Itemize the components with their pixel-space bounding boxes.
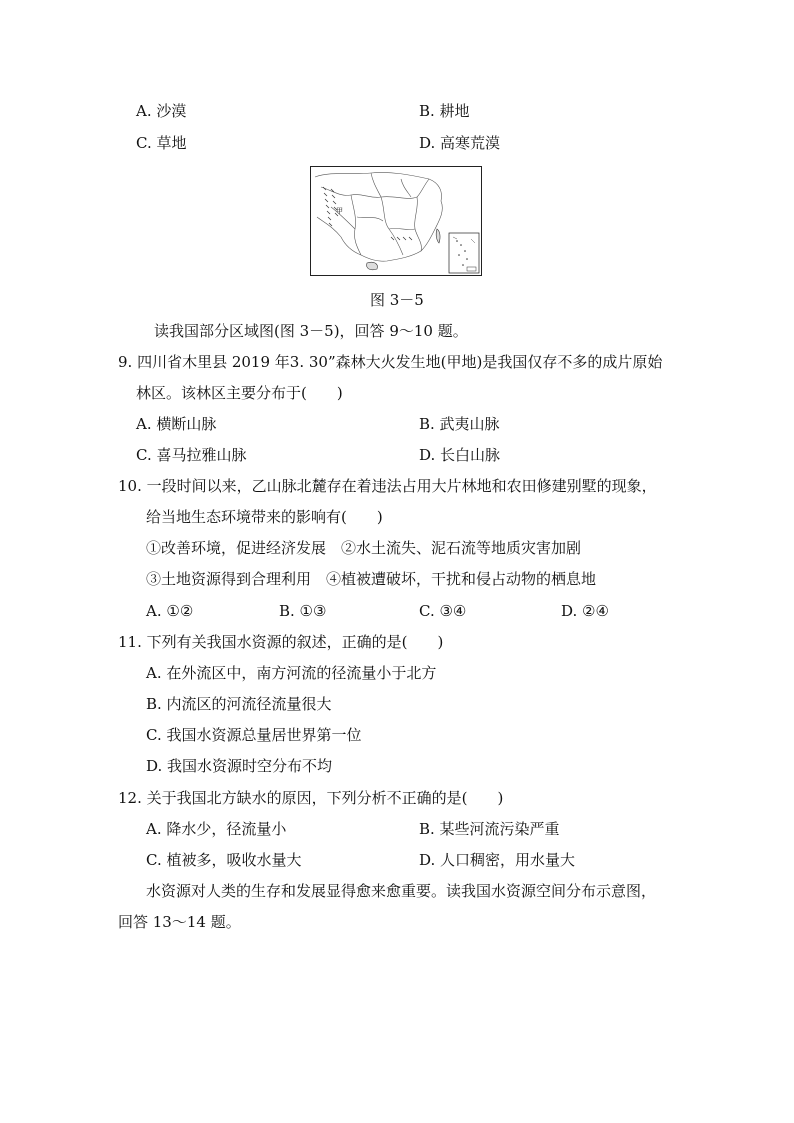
q10-statement-3-4: ③土地资源得到合理利用 ④植被遭破坏，干扰和侵占动物的栖息地 — [146, 570, 597, 588]
map-label-jia: 甲 — [336, 207, 343, 215]
q8-option-d: D. 高寒荒漠 — [419, 134, 501, 152]
q11-option-b: B. 内流区的河流径流量很大 — [146, 695, 332, 713]
region-map-image — [311, 167, 481, 275]
q8-option-b: B. 耕地 — [419, 102, 470, 120]
q9-stem-line1: 9. 四川省木里县 2019 年3. 30”森林大火发生地(甲地)是我国仅存不多的成片原始 — [118, 353, 663, 371]
q12-option-b: B. 某些河流污染严重 — [419, 820, 560, 838]
q8-option-c: C. 草地 — [136, 134, 187, 152]
figure-caption: 图 3－5 — [370, 291, 424, 309]
q10-option-b: B. ①③ — [279, 602, 327, 620]
intro-13-14-line1: 水资源对人类的生存和发展显得愈来愈重要。读我国水资源空间分布示意图， — [146, 882, 657, 900]
q12-option-a: A. 降水少，径流量小 — [146, 820, 287, 838]
q12-option-d: D. 人口稠密，用水量大 — [419, 851, 576, 869]
q10-option-d: D. ②④ — [561, 602, 609, 620]
q11-option-c: C. 我国水资源总量居世界第一位 — [146, 726, 362, 744]
q11-option-d: D. 我国水资源时空分布不均 — [146, 757, 333, 775]
q11-option-a: A. 在外流区中，南方河流的径流量小于北方 — [146, 664, 437, 682]
q9-stem-line2: 林区。该林区主要分布于( ) — [136, 384, 343, 402]
q12-option-c: C. 植被多，吸收水量大 — [146, 851, 302, 869]
intro-13-14-line2: 回答 13～14 题。 — [118, 913, 241, 931]
intro-9-10: 读我国部分区域图(图 3－5)，回答 9～10 题。 — [154, 322, 468, 340]
q12-stem: 12. 关于我国北方缺水的原因，下列分析不正确的是( ) — [118, 789, 504, 807]
q9-option-b: B. 武夷山脉 — [419, 415, 500, 433]
q8-option-a: A. 沙漠 — [136, 102, 187, 120]
region-map-figure — [310, 166, 482, 276]
q11-stem: 11. 下列有关我国水资源的叙述，正确的是( ) — [118, 633, 444, 651]
q9-option-d: D. 长白山脉 — [419, 446, 501, 464]
q10-option-c: C. ③④ — [419, 602, 467, 620]
q10-statement-1-2: ①改善环境，促进经济发展 ②水土流失、泥石流等地质灾害加剧 — [146, 539, 582, 557]
q10-option-a: A. ①② — [146, 602, 194, 620]
q10-stem-line1: 10. 一段时间以来，乙山脉北麓存在着违法占用大片林地和农田修建别墅的现象， — [118, 477, 657, 495]
q10-stem-line2: 给当地生态环境带来的影响有( ) — [146, 508, 383, 526]
q9-option-c: C. 喜马拉雅山脉 — [136, 446, 247, 464]
q9-option-a: A. 横断山脉 — [136, 415, 217, 433]
